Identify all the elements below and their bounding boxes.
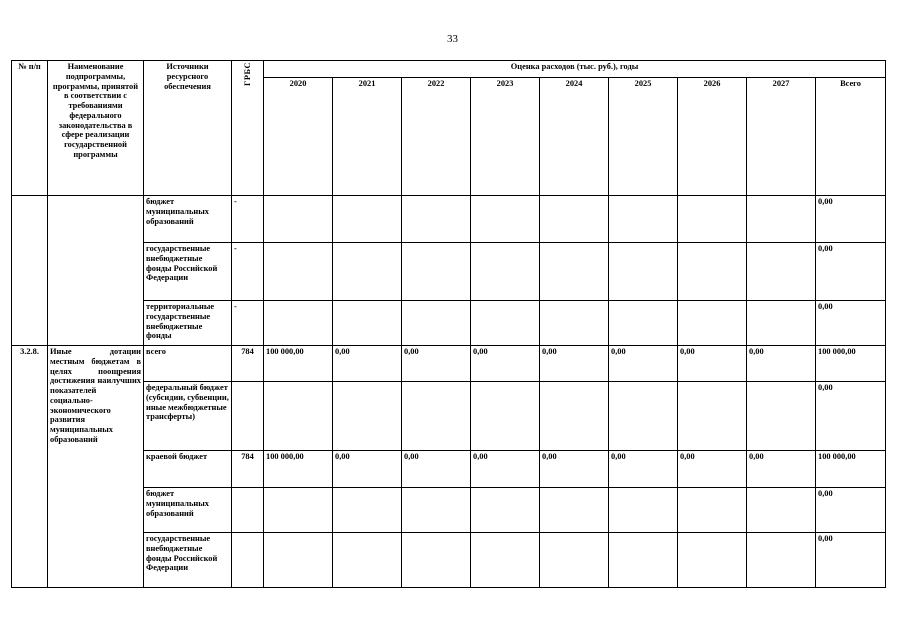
source-cell: государственные внебюджетные фонды Российской Федерации (144, 533, 232, 588)
header-year-2026: 2026 (678, 78, 747, 196)
source-cell: государственные внебюджетные фонды Российской Федерации (144, 243, 232, 301)
value-2021: 0,00 (333, 346, 402, 382)
source-cell: краевой бюджет (144, 451, 232, 488)
value-2024: 0,00 (540, 346, 609, 382)
prev-num-cell (12, 196, 48, 346)
budget-table (11, 60, 886, 588)
header-year-2027: 2027 (747, 78, 816, 196)
item-number: 3.2.8. (12, 346, 48, 588)
grbs-cell (232, 533, 264, 588)
table-row (12, 533, 886, 588)
prev-name-cell (48, 196, 144, 346)
total-cell: 0,00 (816, 488, 886, 533)
table-row (12, 488, 886, 533)
total-cell: 0,00 (816, 243, 886, 301)
header-year-2021: 2021 (333, 78, 402, 196)
total-cell: 100 000,00 (816, 346, 886, 382)
value-2025: 0,00 (609, 346, 678, 382)
header-row-top (12, 61, 886, 78)
table-row (12, 196, 886, 243)
table-row (12, 301, 886, 346)
header-num: № п/п (12, 61, 48, 196)
grbs-cell: 784 (232, 346, 264, 382)
value-2020: 100 000,00 (264, 346, 333, 382)
total-cell: 0,00 (816, 382, 886, 451)
value-2023: 0,00 (471, 451, 540, 488)
item-name: Иные дотации местным бюджетам в целях поощрения достижения наилучших показателей социально-экономического развития муниципальных образований (48, 346, 144, 588)
source-cell: всего (144, 346, 232, 382)
total-cell: 0,00 (816, 196, 886, 243)
header-grbs-text: ГРБС (242, 62, 252, 86)
grbs-cell: - (232, 301, 264, 346)
value-2021: 0,00 (333, 451, 402, 488)
value-2026: 0,00 (678, 451, 747, 488)
source-cell: бюджет муниципальных образований (144, 488, 232, 533)
header-estimate: Оценка расходов (тыс. руб.), годы (264, 61, 886, 78)
grbs-cell (232, 382, 264, 451)
source-cell: федеральный бюджет (субсидии, субвенции, иные межбюджетные трансферты) (144, 382, 232, 451)
total-cell: 100 000,00 (816, 451, 886, 488)
grbs-cell: - (232, 196, 264, 243)
table-row (12, 451, 886, 488)
source-cell: территориальные государственные внебюджетные фонды (144, 301, 232, 346)
grbs-cell: 784 (232, 451, 264, 488)
table-row (12, 382, 886, 451)
grbs-cell: - (232, 243, 264, 301)
value-2027: 0,00 (747, 346, 816, 382)
value-2025: 0,00 (609, 451, 678, 488)
header-year-2024: 2024 (540, 78, 609, 196)
header-year-2022: 2022 (402, 78, 471, 196)
value-2027: 0,00 (747, 451, 816, 488)
source-cell: бюджет муниципальных образований (144, 196, 232, 243)
header-source: Источники ресурсного обеспечения (144, 61, 232, 196)
total-cell: 0,00 (816, 533, 886, 588)
value-2022: 0,00 (402, 451, 471, 488)
value-2022: 0,00 (402, 346, 471, 382)
header-total: Всего (816, 78, 886, 196)
total-cell: 0,00 (816, 301, 886, 346)
value-2024: 0,00 (540, 451, 609, 488)
header-year-2025: 2025 (609, 78, 678, 196)
value-2023: 0,00 (471, 346, 540, 382)
header-year-2023: 2023 (471, 78, 540, 196)
header-year-2020: 2020 (264, 78, 333, 196)
value-2020: 100 000,00 (264, 451, 333, 488)
table-row (12, 346, 886, 382)
header-name: Наименование подпрограммы, программы, принятой в соответствии с требованиями федерального законодательства в сфере реализации государственной программы (48, 61, 144, 196)
value-2026: 0,00 (678, 346, 747, 382)
table-row (12, 243, 886, 301)
page-number: 33 (447, 33, 458, 45)
header-grbs (232, 61, 264, 196)
grbs-cell (232, 488, 264, 533)
